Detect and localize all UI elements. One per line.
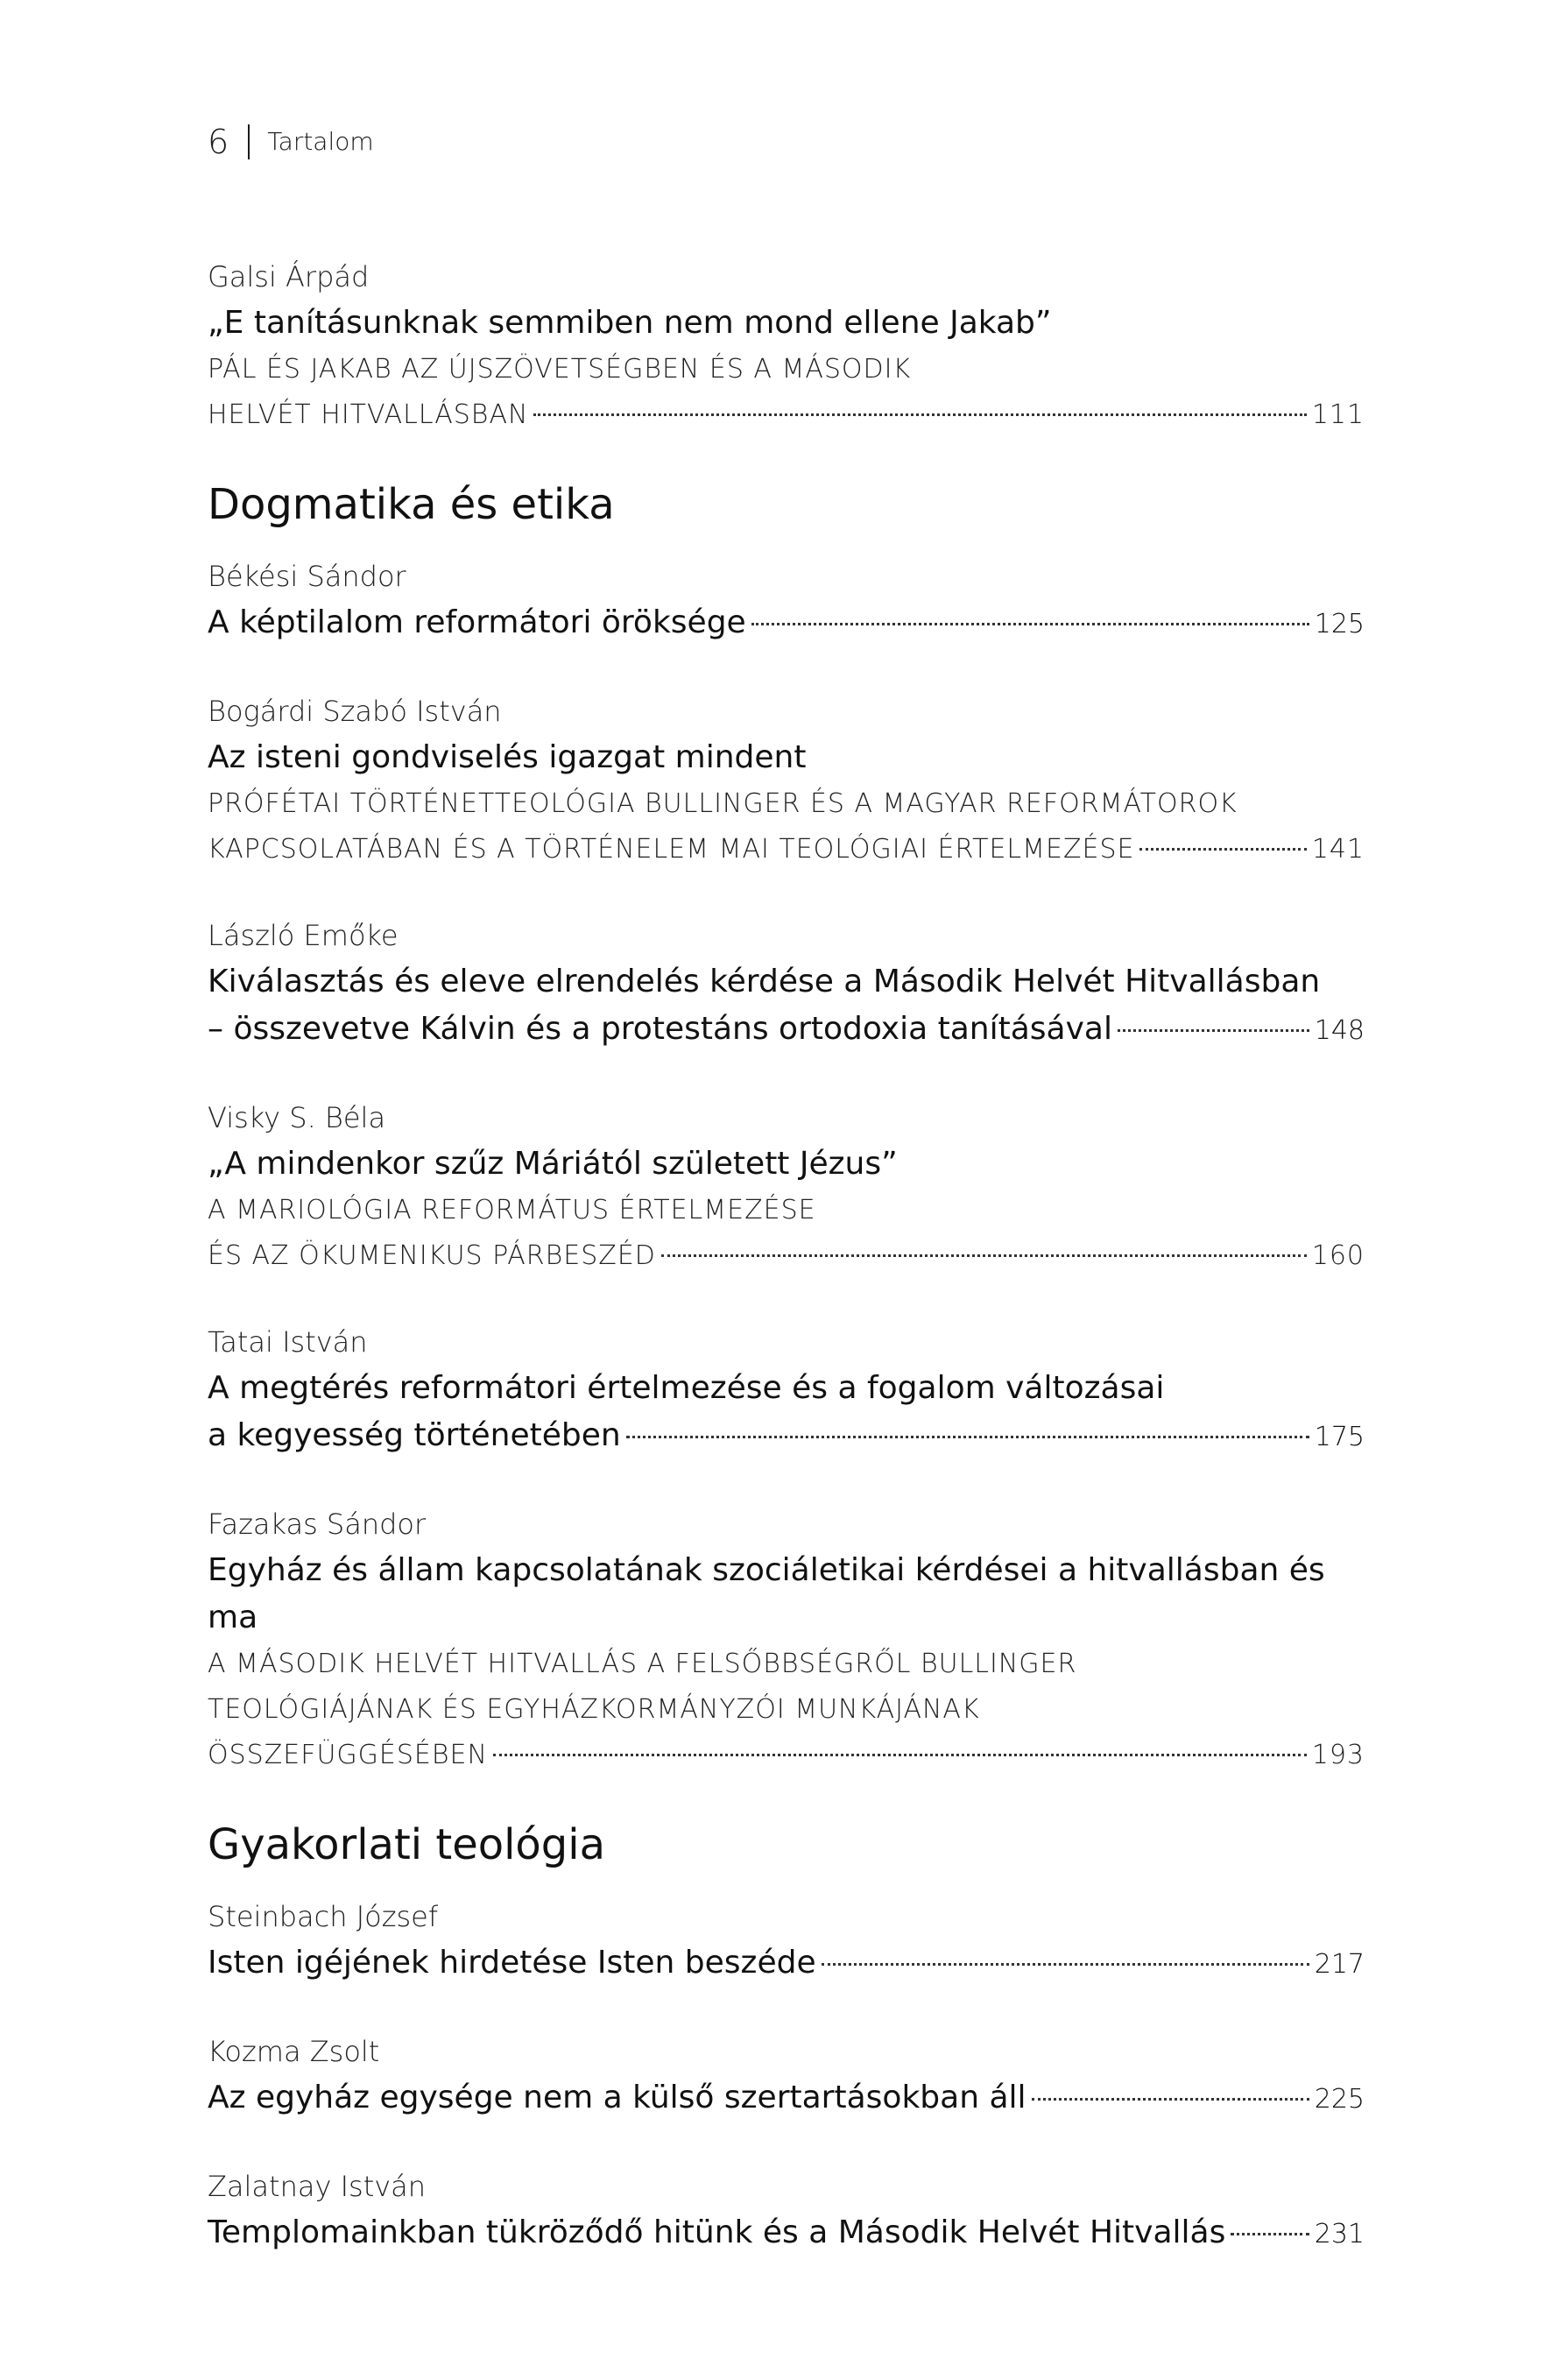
header-divider <box>248 124 250 159</box>
toc-entry-fazakas[interactable] <box>208 1501 1365 1778</box>
dot-leader <box>533 413 1306 416</box>
entry-title: A képtilalom reformátori öröksége <box>208 604 746 640</box>
entry-title-line <box>208 2074 1365 2123</box>
page-ref: 193 <box>1311 1740 1365 1770</box>
toc-entry-visky[interactable] <box>208 1095 1365 1279</box>
entry-author: László Emőke <box>208 919 399 952</box>
toc-entry-galsi[interactable] <box>208 254 1365 438</box>
entry-subtitle: ÉS AZ ÖKUMENIKUS PÁRBESZÉD <box>208 1240 656 1271</box>
dot-leader <box>1231 2233 1309 2235</box>
toc-entry-bogardi[interactable] <box>208 689 1365 872</box>
entry-title: – összevetve Kálvin és a protestáns ortodoxia tanításával <box>208 1011 1112 1047</box>
entry-title: Kiválasztás és eleve elrendelés kérdése a Második Helvét Hitvallásban <box>208 964 1321 999</box>
page-ref: 225 <box>1314 2084 1365 2115</box>
toc-entry-zalatnay[interactable] <box>208 2164 1365 2258</box>
page-ref: 175 <box>1314 1422 1365 1452</box>
entry-subtitle: KAPCSOLATÁBAN ÉS A TÖRTÉNELEM MAI TEOLÓGIAI ÉRTELMEZÉSE <box>208 834 1135 865</box>
dot-leader <box>626 1436 1309 1438</box>
toc-entry-kozma[interactable] <box>208 2029 1365 2123</box>
entry-subtitle-line <box>208 392 1365 438</box>
entry-title-line <box>208 1412 1365 1461</box>
toc-entry-tatai[interactable] <box>208 1319 1365 1461</box>
entry-title: Templomainkban tükröződő hitünk és a Második Helvét Hitvallás <box>208 2214 1226 2250</box>
entry-author: Tatai István <box>208 1325 368 1359</box>
entry-author: Bogárdi Szabó István <box>208 695 502 728</box>
dot-leader <box>1118 1029 1309 1032</box>
entry-author: Visky S. Béla <box>208 1101 386 1134</box>
entry-author: Fazakas Sándor <box>208 1508 427 1541</box>
toc-entry-bekesi[interactable] <box>208 554 1365 648</box>
entry-title: „A mindenkor szűz Máriától született Jézus” <box>208 1146 898 1182</box>
entry-title: A megtérés reformátori értelmezése és a fogalom változásai <box>208 1370 1165 1406</box>
page-ref: 231 <box>1314 2219 1365 2249</box>
entry-subtitle: TEOLÓGIÁJÁNAK ÉS EGYHÁZKORMÁNYZÓI MUNKÁJÁNAK <box>208 1694 980 1725</box>
dot-leader <box>1139 848 1306 851</box>
entry-title-line <box>208 1006 1365 1055</box>
entry-title-line <box>208 2209 1365 2258</box>
entry-title: „E tanításunknak semmiben nem mond ellene Jakab” <box>208 305 1052 341</box>
dot-leader <box>493 1754 1307 1756</box>
entry-author: Steinbach József <box>208 1900 439 1933</box>
page-number: 6 <box>208 123 229 161</box>
entry-author: Galsi Árpád <box>208 260 370 293</box>
dot-leader <box>822 1963 1309 1966</box>
entry-title-line <box>208 1939 1365 1988</box>
dot-leader <box>661 1254 1307 1257</box>
entry-subtitle: ÖSSZEFÜGGÉSÉBEN <box>208 1740 488 1770</box>
section-heading-dogmatika: Dogmatika és etika <box>208 480 615 529</box>
running-head <box>208 124 374 159</box>
entry-title: Az isteni gondviselés igazgat mindent <box>208 739 807 775</box>
entry-author: Zalatnay István <box>208 2170 427 2203</box>
page-ref: 148 <box>1314 1015 1365 1046</box>
entry-subtitle: A MÁSODIK HELVÉT HITVALLÁS A FELSŐBBSÉGRŐL BULLINGER <box>208 1649 1077 1679</box>
entry-title-line <box>208 599 1365 648</box>
toc-entry-steinbach[interactable] <box>208 1894 1365 1988</box>
toc-entry-laszlo[interactable] <box>208 913 1365 1055</box>
entry-subtitle: PRÓFÉTAI TÖRTÉNETTEOLÓGIA BULLINGER ÉS A MAGYAR REFORMÁTOROK <box>208 788 1238 819</box>
running-title: Tartalom <box>267 127 374 156</box>
entry-title: Egyház és állam kapcsolatának szociáletikai kérdései a hitvallásban és ma <box>208 1552 1325 1635</box>
entry-subtitle-line <box>208 1233 1365 1279</box>
page-ref: 125 <box>1314 609 1365 639</box>
entry-subtitle-line <box>208 827 1365 872</box>
entry-author: Békési Sándor <box>208 560 406 593</box>
page-ref: 217 <box>1314 1949 1365 1980</box>
entry-title: Az egyház egysége nem a külső szertartásokban áll <box>208 2080 1026 2115</box>
entry-title: Isten igéjének hirdetése Isten beszéde <box>208 1945 816 1981</box>
dot-leader <box>1032 2098 1309 2101</box>
entry-author: Kozma Zsolt <box>208 2035 380 2068</box>
entry-subtitle: HELVÉT HITVALLÁSBAN <box>208 399 529 430</box>
page-ref: 160 <box>1311 1240 1365 1271</box>
entry-subtitle-line <box>208 1733 1365 1778</box>
page-ref: 111 <box>1311 399 1365 430</box>
table-of-contents <box>208 254 1365 2299</box>
entry-title: a kegyesség történetében <box>208 1417 621 1453</box>
dot-leader <box>751 623 1309 625</box>
page-ref: 141 <box>1311 834 1365 865</box>
entry-subtitle: A MARIOLÓGIA REFORMÁTUS ÉRTELMEZÉSE <box>208 1195 816 1225</box>
section-heading-gyakorlati: Gyakorlati teológia <box>208 1820 606 1869</box>
entry-subtitle: PÁL ÉS JAKAB AZ ÚJSZÖVETSÉGBEN ÉS A MÁSODIK <box>208 354 912 385</box>
